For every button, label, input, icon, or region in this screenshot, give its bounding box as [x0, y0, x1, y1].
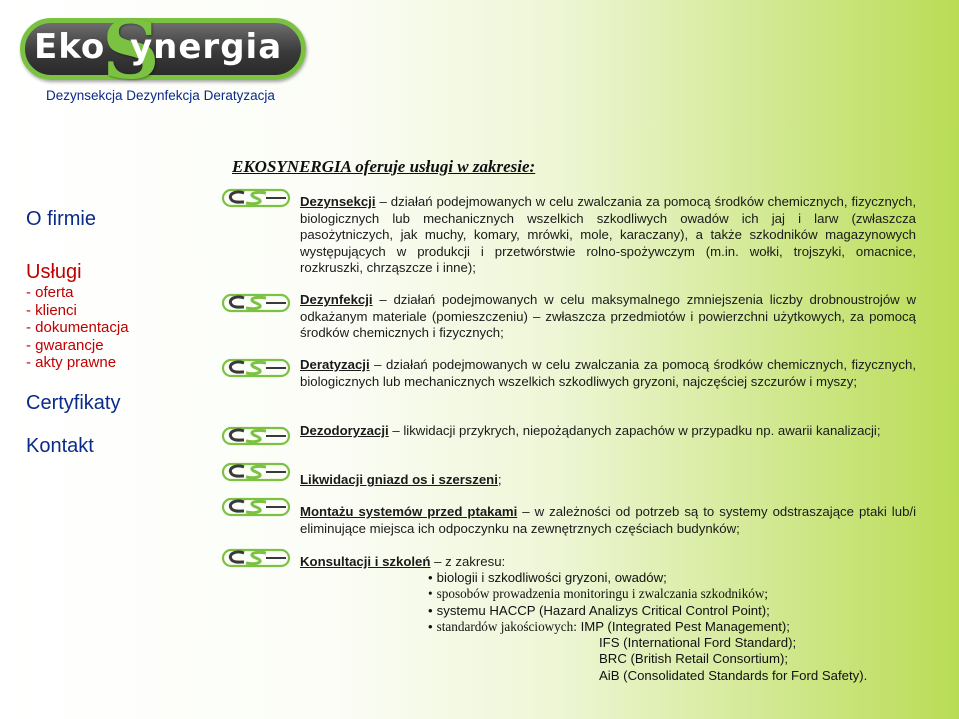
- service-disinfection: [300, 292, 916, 342]
- service-term: Dezodoryzacji: [300, 423, 389, 438]
- cs-logo-bullet-icon: [222, 188, 290, 208]
- service-desc: – działań podejmowanych w celu maksymalnego zmniejszenia liczby drobnoustrojów w odkażanym materiale (pomieszczeniu) – zwłaszcza przedmiotów i powierzchni użytkowych, za pomocą środków chemicznych i fizycznych;: [300, 292, 916, 340]
- list-item: [428, 570, 790, 586]
- list-item-text: biologii i szkodliwości gryzoni, owadów;: [436, 570, 667, 585]
- list-item-text: sposobów prowadzenia monitoringu i zwalczania szkodników;: [436, 586, 769, 602]
- cs-logo-bullet-icon: [222, 497, 290, 517]
- list-item-text: standardów jakościowych:: [436, 619, 577, 635]
- service-wasp-nests: [300, 472, 916, 489]
- service-desc: ;: [497, 472, 502, 487]
- nav-sub-clients[interactable]: - klienci: [26, 301, 77, 319]
- service-desc: – w zależności od potrzeb są to systemy odstraszające ptaki lub/i eliminujące miejsca ich odpoczynku na zewnętrznych częściach budynków;: [300, 504, 916, 536]
- nav-sub-legal-acts[interactable]: - akty prawne: [26, 354, 117, 371]
- service-term: Dezynsekcji: [300, 194, 376, 209]
- page-heading: EKOSYNERGIA oferuje usługi w zakresie:: [232, 157, 536, 176]
- logo-text-synergia: ynergia: [130, 27, 283, 67]
- cs-logo-bullet-icon: [222, 293, 290, 313]
- service-bird-systems: [300, 504, 916, 537]
- bullet-dot-icon: •: [428, 570, 433, 585]
- bullet-dot-icon: •: [428, 619, 433, 635]
- cs-logo-bullet-icon: [222, 548, 290, 568]
- service-term: Dezynfekcji: [300, 292, 373, 307]
- list-item: [428, 603, 790, 619]
- logo-text-eko: Eko: [34, 27, 106, 67]
- service-disinsection: [300, 194, 916, 277]
- service-term: Deratyzacji: [300, 357, 370, 372]
- cs-logo-bullet-icon: [222, 358, 290, 378]
- service-deodorization: [300, 423, 916, 440]
- cs-logo-bullet-icon: [222, 462, 290, 482]
- service-consulting: [300, 554, 916, 571]
- list-item: [428, 619, 790, 635]
- list-item: IFS (International Ford Standard);: [599, 635, 797, 650]
- service-term: Likwidacji gniazd os i szerszeni: [300, 472, 498, 487]
- bullet-dot-icon: •: [428, 586, 433, 602]
- list-item: [428, 586, 790, 602]
- list-item-text: IMP (Integrated Pest Management);: [580, 619, 790, 635]
- cs-logo-bullet-icon: [222, 426, 290, 446]
- nav-sub-documentation[interactable]: - dokumentacja: [26, 319, 129, 336]
- nav-contact[interactable]: Kontakt: [26, 434, 94, 457]
- service-term: Montażu systemów przed ptakami: [300, 504, 518, 519]
- nav-certificates[interactable]: Certyfikaty: [26, 391, 121, 414]
- nav-sub-warranties[interactable]: - gwarancje: [26, 336, 104, 354]
- tagline: Dezynsekcja Dezynfekcja Deratyzacja: [46, 88, 275, 103]
- service-deratization: [300, 357, 916, 390]
- service-desc: – działań podejmowanych w celu zwalczania za pomocą środków chemicznych, fizycznych, biologicznych lub mechanicznych wszelkich szkodliwych gryzoni, najczęściej szczurów i myszy;: [300, 357, 916, 389]
- service-term: Konsultacji i szkoleń: [300, 554, 431, 569]
- list-item-text: systemu HACCP (Hazard Analizys Critical Control Point);: [436, 602, 770, 618]
- quality-standards-list: [599, 635, 867, 684]
- logo-s-letter: S: [102, 3, 160, 97]
- list-item: AiB (Consolidated Standards for Ford Safety).: [599, 667, 868, 683]
- consulting-topics-list: [428, 570, 790, 636]
- nav-services[interactable]: Usługi: [26, 261, 82, 283]
- nav-about-company[interactable]: O firmie: [26, 208, 96, 230]
- service-desc: – z zakresu:: [430, 554, 506, 569]
- sidebar-nav: [26, 208, 206, 458]
- bullet-dot-icon: •: [428, 602, 433, 618]
- nav-sub-offer[interactable]: - oferta: [26, 284, 74, 301]
- list-item: BRC (British Retail Consortium);: [599, 651, 789, 667]
- service-desc: – likwidacji przykrych, niepożądanych zapachów w przypadku np. awarii kanalizacji;: [388, 423, 881, 438]
- service-desc: – działań podejmowanych w celu zwalczania za pomocą środków chemicznych, fizycznych, biologicznych lub mechanicznych wszelkich szkodliwych owadów ich jaj i larw (zwłaszcza pasożytniczych, jak muchy, komary, mrówki, mole, karaczany), a także szkodników magazynowych występujących w produkcji i przetwórstwie rolno-spożywczym (m.in. wołki, trojszyki, omacnice, rozkruszki, chrząszcze i inne);: [300, 194, 916, 275]
